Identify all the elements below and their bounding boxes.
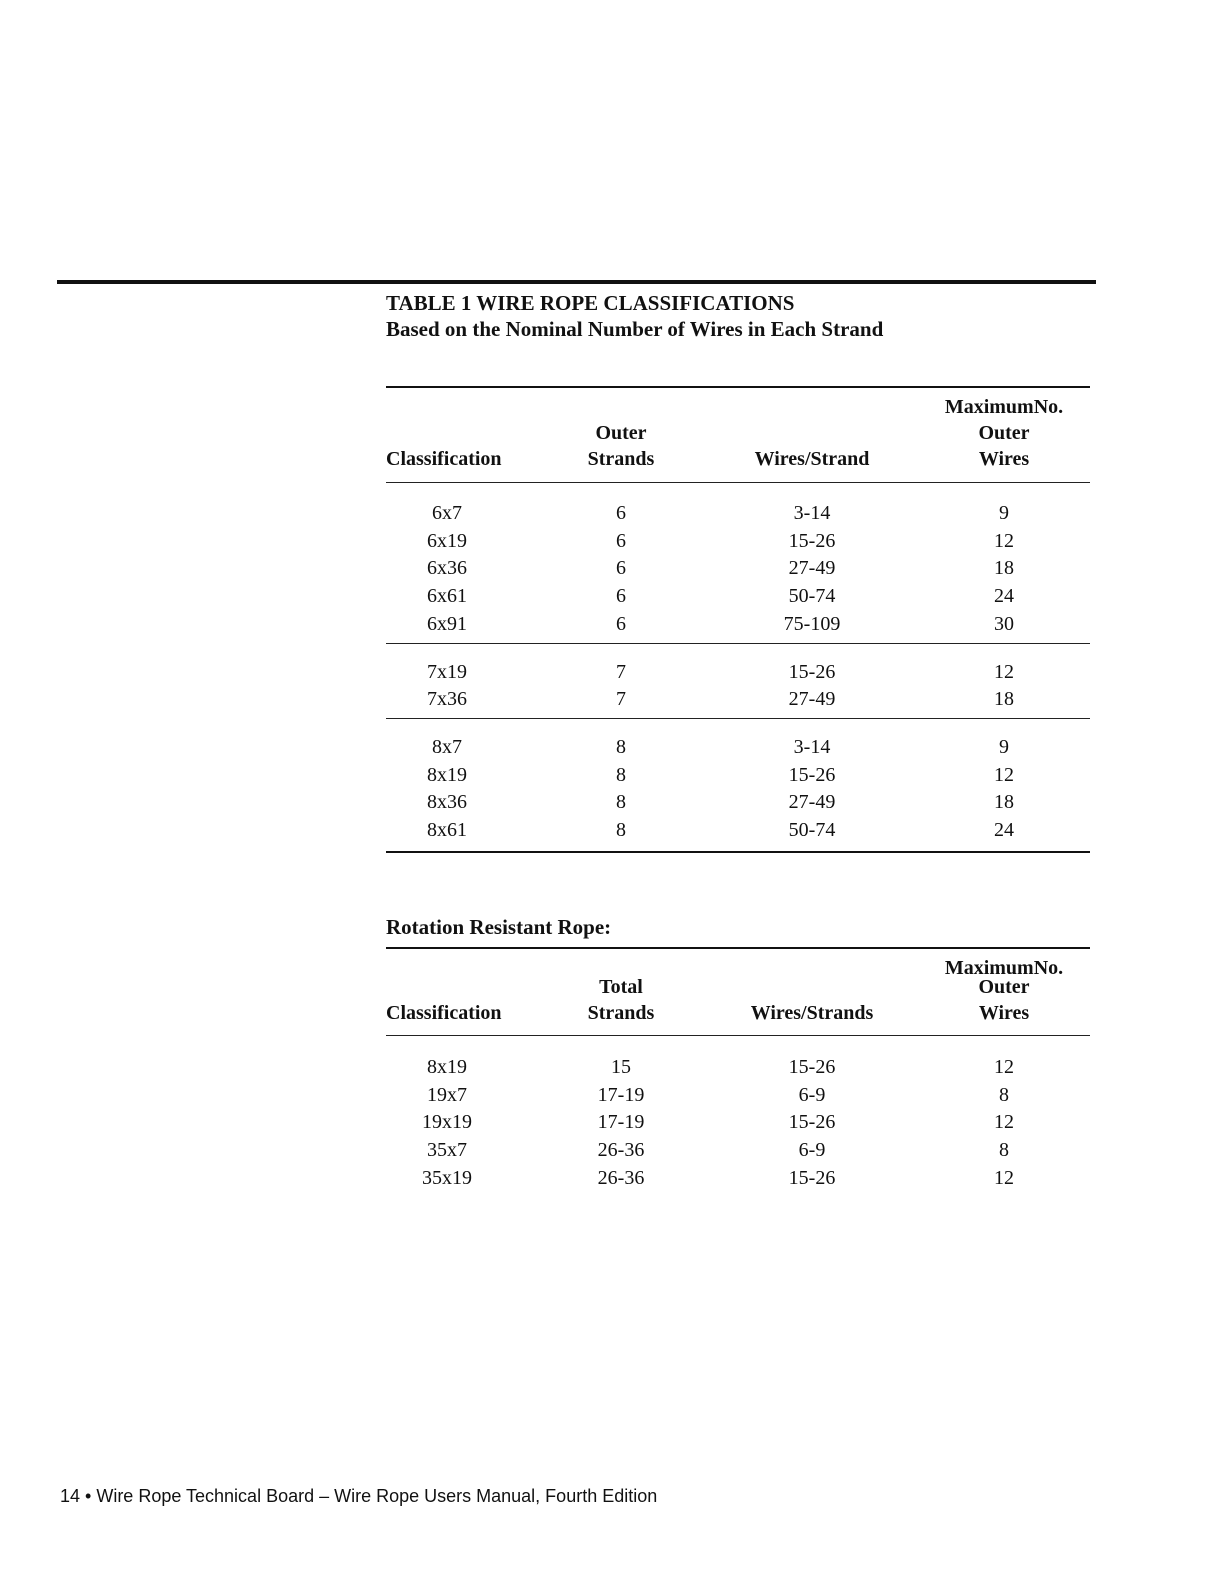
cell-strands: 7: [616, 688, 626, 711]
cell-max-outer-wires: 12: [994, 1111, 1014, 1134]
cell-max-outer-wires: 30: [994, 612, 1014, 635]
cell-strands: 17-19: [597, 1111, 645, 1134]
cell-max-outer-wires: 18: [994, 557, 1014, 580]
header-rule: [386, 482, 1090, 483]
table-row: [386, 1053, 1090, 1081]
header-wires-strand: Wires/Strand: [754, 448, 870, 470]
cell-classification: 19x7: [427, 1083, 467, 1106]
table-row: [386, 1081, 1090, 1109]
table-row: [386, 816, 1090, 844]
cell-strands: 6: [616, 502, 626, 524]
page-footer: 14 • Wire Rope Technical Board – Wire Rope Users Manual, Fourth Edition: [60, 1486, 658, 1506]
wire-rope-classification-table: [386, 386, 1090, 856]
cell-max-outer-wires: 24: [994, 819, 1014, 841]
cell-max-outer-wires: 12: [994, 1166, 1014, 1189]
header-outer-strands-line1: Outer: [595, 422, 647, 444]
table-row: [386, 1164, 1090, 1192]
cell-wires: 15-26: [788, 763, 836, 786]
cell-max-outer-wires: 12: [994, 529, 1014, 552]
header-rule: [386, 1035, 1090, 1036]
cell-classification: 8x36: [427, 791, 467, 814]
table-row: [386, 658, 1090, 686]
cell-max-outer-wires: 12: [994, 660, 1014, 683]
table-row: [386, 685, 1090, 713]
header-total-strands-line1: Total: [599, 976, 643, 998]
table-row: [386, 610, 1090, 638]
cell-wires: 15-26: [788, 1111, 836, 1134]
cell-classification: 8x19: [427, 1056, 467, 1078]
cell-strands: 15: [611, 1056, 631, 1078]
cell-classification: 35x7: [427, 1139, 467, 1162]
cell-wires: 15-26: [788, 660, 836, 683]
table-bottom-rule: [386, 851, 1090, 853]
cell-wires: 75-109: [783, 612, 841, 635]
cell-classification: 8x7: [432, 735, 462, 758]
cell-max-outer-wires: 18: [994, 791, 1014, 814]
cell-wires: 15-26: [788, 529, 836, 552]
group-separator: [386, 718, 1090, 719]
header-max-outer-wires-line2: Outer: [978, 422, 1030, 444]
header-classification: Classification: [386, 1002, 502, 1024]
cell-max-outer-wires: 24: [994, 585, 1014, 608]
cell-classification: 6x7: [432, 502, 462, 524]
cell-wires: 15-26: [788, 1166, 836, 1189]
header-outer-strands-line2: Strands: [587, 448, 655, 470]
header-max-outer-wires-line3: Wires: [978, 448, 1030, 470]
cell-classification: 7x36: [427, 688, 467, 711]
cell-strands: 26-36: [597, 1139, 645, 1162]
rotation-resistant-rope-table: [386, 947, 1090, 1207]
cell-max-outer-wires: 12: [994, 763, 1014, 786]
cell-wires: 6-9: [798, 1083, 826, 1106]
cell-strands: 6: [616, 612, 626, 635]
cell-strands: 6: [616, 557, 626, 580]
cell-strands: 26-36: [597, 1166, 645, 1189]
table-row: [386, 499, 1090, 527]
cell-strands: 8: [616, 735, 626, 758]
cell-wires: 3-14: [793, 735, 831, 758]
cell-max-outer-wires: 12: [994, 1056, 1014, 1078]
table-row: [386, 1136, 1090, 1164]
table-row: [386, 788, 1090, 816]
table-top-rule: [386, 947, 1090, 949]
cell-max-outer-wires: 8: [999, 1083, 1009, 1106]
cell-strands: 8: [616, 819, 626, 841]
cell-classification: 19x19: [422, 1111, 472, 1134]
table-subtitle: Based on the Nominal Number of Wires in Each Strand: [386, 317, 884, 341]
cell-classification: 6x36: [427, 557, 467, 580]
table-title: TABLE 1 WIRE ROPE CLASSIFICATIONS: [386, 291, 795, 315]
table-row: [386, 554, 1090, 582]
table-top-rule: [386, 386, 1090, 388]
cell-classification: 7x19: [427, 660, 467, 683]
cell-strands: 8: [616, 763, 626, 786]
table-row: [386, 527, 1090, 555]
table-row: [386, 761, 1090, 789]
table-row: [386, 1108, 1090, 1136]
table-row: [386, 733, 1090, 761]
cell-max-outer-wires: 9: [999, 735, 1009, 758]
header-wires-strands: Wires/Strands: [750, 1002, 874, 1024]
cell-max-outer-wires: 18: [994, 688, 1014, 711]
cell-strands: 8: [616, 791, 626, 814]
cell-wires: 50-74: [788, 585, 836, 608]
rotation-resistant-label: Rotation Resistant Rope:: [386, 915, 612, 939]
cell-classification: 6x61: [427, 585, 467, 608]
header-total-strands-line2: Strands: [587, 1002, 655, 1024]
header-max-outer-wires-line3: Wires: [978, 1002, 1030, 1024]
cell-classification: 35x19: [422, 1166, 472, 1189]
cell-wires: 27-49: [788, 791, 836, 814]
cell-wires: 15-26: [788, 1056, 836, 1078]
group-separator: [386, 643, 1090, 644]
cell-classification: 8x61: [427, 819, 467, 841]
cell-classification: 8x19: [427, 763, 467, 786]
cell-strands: 6: [616, 529, 626, 552]
header-classification: Classification: [386, 448, 502, 470]
cell-strands: 7: [616, 660, 626, 683]
header-max-outer-wires-line1: MaximumNo.: [944, 957, 1064, 979]
cell-classification: 6x19: [427, 529, 467, 552]
cell-wires: 3-14: [793, 502, 831, 524]
cell-wires: 50-74: [788, 819, 836, 841]
header-max-outer-wires-line2: Outer: [978, 976, 1030, 998]
cell-max-outer-wires: 8: [999, 1139, 1009, 1162]
cell-wires: 27-49: [788, 688, 836, 711]
cell-wires: 6-9: [798, 1139, 826, 1162]
cell-classification: 6x91: [427, 612, 467, 635]
table-row: [386, 582, 1090, 610]
cell-max-outer-wires: 9: [999, 502, 1009, 524]
header-max-outer-wires-line1: MaximumNo.: [944, 396, 1064, 418]
top-rule: [57, 280, 1096, 284]
cell-wires: 27-49: [788, 557, 836, 580]
cell-strands: 6: [616, 585, 626, 608]
cell-strands: 17-19: [597, 1083, 645, 1106]
